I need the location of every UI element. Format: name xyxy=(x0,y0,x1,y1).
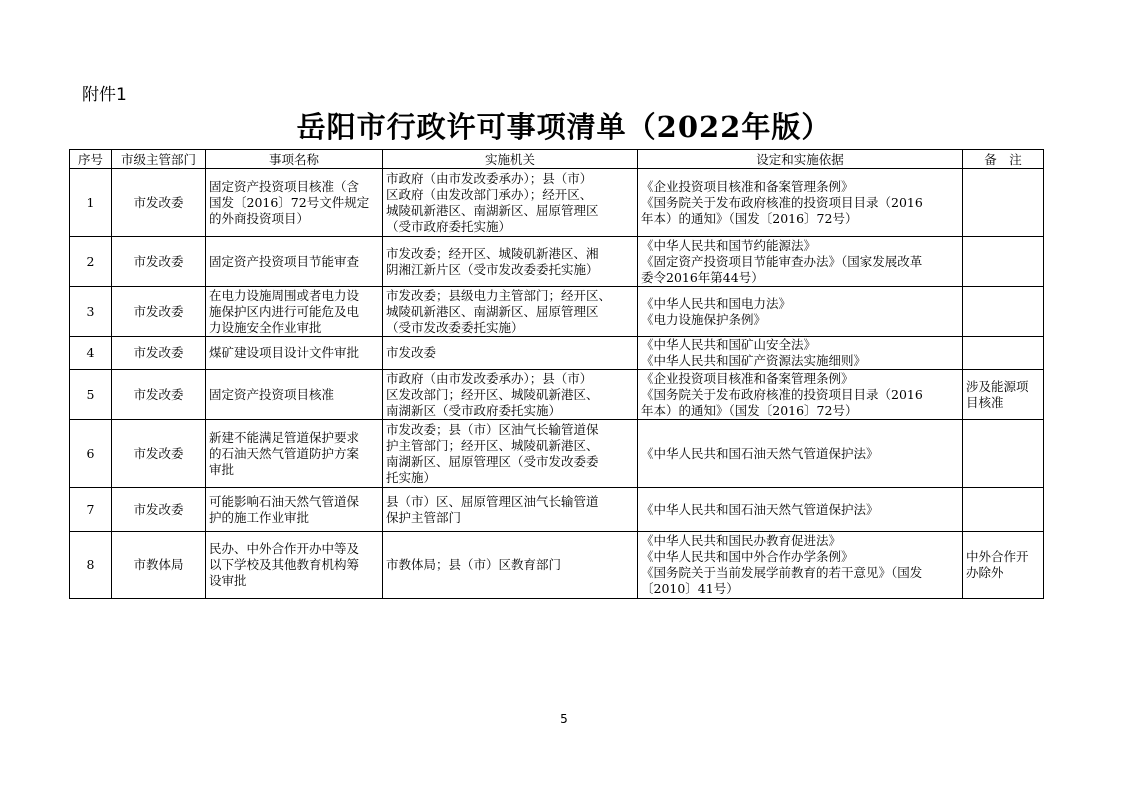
cell-item-line: 设审批 xyxy=(209,573,247,588)
document-title: 岳阳市行政许可事项清单（2022年版） xyxy=(296,110,832,144)
cell-item-line: 审批 xyxy=(209,461,235,477)
cell-agency-line: 区政府（由发改部门承办）；经开区、 xyxy=(386,186,593,202)
cell-item xyxy=(206,287,383,337)
table-row xyxy=(70,237,1044,287)
cell-item-line: 力设施安全作业审批 xyxy=(209,319,322,335)
cell-basis xyxy=(638,237,963,287)
cell-agency xyxy=(383,237,638,287)
cell-basis-line: 委令2016年第44号） xyxy=(641,269,764,285)
header-basis: 设定和实施依据 xyxy=(638,150,963,169)
table-header-row xyxy=(70,150,1044,169)
cell-basis xyxy=(638,287,963,337)
cell-note xyxy=(963,287,1044,337)
cell-agency-line: 南湖新区、屈原管理区（受市发改委委 xyxy=(386,453,599,469)
cell-basis-line: 《国务院关于当前发展学前教育的若干意见》（国发 xyxy=(641,565,923,580)
table-row xyxy=(70,169,1044,237)
header-no: 序号 xyxy=(70,150,112,169)
cell-note xyxy=(963,169,1044,237)
table-row xyxy=(70,532,1044,599)
cell-note xyxy=(963,370,1044,420)
cell-agency xyxy=(383,337,638,370)
cell-dept: 市发改委 xyxy=(112,237,206,287)
cell-item xyxy=(206,169,383,237)
cell-note xyxy=(963,420,1044,488)
cell-item xyxy=(206,237,383,287)
cell-basis-line: 《企业投资项目核准和备案管理条例》 xyxy=(641,370,854,386)
cell-item-line: 施保护区内进行可能危及电 xyxy=(209,303,360,319)
cell-agency-line: 城陵矶新港区、南湖新区、屈原管理区 xyxy=(386,303,599,319)
cell-agency xyxy=(383,420,638,488)
cell-agency-line: 市发改委；县（市）区油气长输管道保 xyxy=(386,421,599,437)
header-agency: 实施机关 xyxy=(383,150,638,169)
cell-dept: 市发改委 xyxy=(112,420,206,488)
cell-basis-line: 《固定资产投资项目节能审查办法》（国家发展改革 xyxy=(641,253,923,269)
cell-basis xyxy=(638,532,963,599)
cell-note-line: 中外合作开 xyxy=(966,549,1029,564)
header-item: 事项名称 xyxy=(206,150,383,169)
page-number: 5 xyxy=(560,712,568,726)
cell-basis-line: 《中华人民共和国电力法》 xyxy=(641,295,792,311)
cell-dept: 市发改委 xyxy=(112,370,206,420)
cell-agency-line: 城陵矶新港区、南湖新区、屈原管理区 xyxy=(386,202,599,218)
cell-item-line: 民办、中外合作开办中等及 xyxy=(209,541,360,556)
cell-basis xyxy=(638,337,963,370)
cell-item-line: 煤矿建设项目设计文件审批 xyxy=(209,345,360,360)
cell-agency-line: 区发改部门；经开区、城陵矶新港区、 xyxy=(386,386,599,402)
cell-basis xyxy=(638,420,963,488)
cell-item-line: 新建不能满足管道保护要求 xyxy=(209,429,360,445)
cell-agency-line: （受市政府委托实施） xyxy=(386,218,512,234)
cell-agency-line: 市发改委 xyxy=(386,345,437,360)
cell-note xyxy=(963,488,1044,532)
cell-basis-line: 《中华人民共和国石油天然气管道保护法》 xyxy=(641,501,879,517)
cell-note xyxy=(963,532,1044,599)
cell-basis-line: 《中华人民共和国石油天然气管道保护法》 xyxy=(641,445,879,461)
cell-agency-line: 市政府（由市发改委承办）；县（市） xyxy=(386,170,593,186)
cell-basis-line: 年本）的通知》（国发〔2016〕72号） xyxy=(641,402,858,418)
cell-basis xyxy=(638,370,963,420)
cell-basis-line: 《企业投资项目核准和备案管理条例》 xyxy=(641,178,854,194)
cell-agency-line: 托实施） xyxy=(386,469,437,485)
cell-basis-line: 《中华人民共和国矿山安全法》 xyxy=(641,337,817,352)
cell-dept: 市发改委 xyxy=(112,169,206,237)
cell-agency-line: 县（市）区、屈原管理区油气长输管道 xyxy=(386,493,599,509)
cell-agency xyxy=(383,532,638,599)
cell-item xyxy=(206,532,383,599)
cell-item-line: 固定资产投资项目核准（含 xyxy=(209,178,360,194)
header-dept: 市级主管部门 xyxy=(112,150,206,169)
cell-basis-line: 〔2010〕41号） xyxy=(641,581,739,596)
cell-agency xyxy=(383,488,638,532)
cell-basis-line: 《中华人民共和国矿产资源法实施细则》 xyxy=(641,353,867,368)
table-row xyxy=(70,488,1044,532)
cell-basis xyxy=(638,169,963,237)
cell-basis xyxy=(638,488,963,532)
cell-item-line: 固定资产投资项目核准 xyxy=(209,386,335,402)
cell-no: 4 xyxy=(70,337,112,370)
table-row xyxy=(70,337,1044,370)
cell-agency-line: 市发改委；县级电力主管部门；经开区、 xyxy=(386,287,612,303)
cell-agency-line: 市教体局；县（市）区教育部门 xyxy=(386,557,562,572)
cell-basis-line: 《中华人民共和国节约能源法》 xyxy=(641,237,817,253)
cell-item-line: 国发〔2016〕72号文件规定 xyxy=(209,194,370,210)
cell-basis-line: 《国务院关于发布政府核准的投资项目目录（2016 xyxy=(641,194,923,210)
cell-item-line: 在电力设施周围或者电力设 xyxy=(209,287,360,303)
cell-basis-line: 《国务院关于发布政府核准的投资项目目录（2016 xyxy=(641,386,923,402)
cell-agency xyxy=(383,287,638,337)
cell-no: 7 xyxy=(70,488,112,532)
cell-basis-line: 《电力设施保护条例》 xyxy=(641,311,767,327)
cell-no: 6 xyxy=(70,420,112,488)
table-row xyxy=(70,420,1044,488)
table-row xyxy=(70,370,1044,420)
cell-item-line: 的石油天然气管道防护方案 xyxy=(209,445,360,461)
cell-no: 1 xyxy=(70,169,112,237)
table-body xyxy=(70,169,1044,599)
cell-no: 2 xyxy=(70,237,112,287)
annex-label: 附件1 xyxy=(82,85,127,105)
cell-agency-line: 护主管部门；经开区、城陵矶新港区、 xyxy=(386,437,599,453)
cell-note-line: 涉及能源项 xyxy=(966,378,1029,394)
cell-agency-line: 南湖新区（受市政府委托实施） xyxy=(386,402,562,418)
cell-item-line: 的外商投资项目） xyxy=(209,210,310,226)
cell-agency-line: 市发改委；经开区、城陵矶新港区、湘 xyxy=(386,245,599,261)
cell-item-line: 固定资产投资项目节能审查 xyxy=(209,253,360,269)
cell-item xyxy=(206,420,383,488)
cell-no: 5 xyxy=(70,370,112,420)
header-note: 备 注 xyxy=(963,150,1044,169)
cell-agency-line: 市政府（由市发改委承办）；县（市） xyxy=(386,370,593,386)
table-row xyxy=(70,287,1044,337)
cell-agency-line: 阴湘江新片区（受市发改委委托实施） xyxy=(386,261,599,277)
permit-table xyxy=(69,149,1044,599)
cell-item xyxy=(206,337,383,370)
cell-basis-line: 《中华人民共和国民办教育促进法》 xyxy=(641,533,842,548)
cell-dept: 市发改委 xyxy=(112,488,206,532)
cell-basis-line: 年本）的通知》（国发〔2016〕72号） xyxy=(641,210,858,226)
cell-no: 8 xyxy=(70,532,112,599)
cell-note-line: 办除外 xyxy=(966,565,1004,580)
cell-dept: 市教体局 xyxy=(112,532,206,599)
cell-item xyxy=(206,488,383,532)
cell-note xyxy=(963,237,1044,287)
cell-agency xyxy=(383,169,638,237)
cell-agency-line: （受市发改委委托实施） xyxy=(386,319,524,335)
cell-dept: 市发改委 xyxy=(112,287,206,337)
cell-item-line: 以下学校及其他教育机构筹 xyxy=(209,557,360,572)
cell-item-line: 护的施工作业审批 xyxy=(209,509,310,525)
cell-item-line: 可能影响石油天然气管道保 xyxy=(209,493,360,509)
cell-agency xyxy=(383,370,638,420)
cell-item xyxy=(206,370,383,420)
cell-note-line: 目核准 xyxy=(966,394,1004,410)
cell-basis-line: 《中华人民共和国中外合作办学条例》 xyxy=(641,549,854,564)
cell-agency-line: 保护主管部门 xyxy=(386,509,462,525)
cell-note xyxy=(963,337,1044,370)
cell-no: 3 xyxy=(70,287,112,337)
cell-dept: 市发改委 xyxy=(112,337,206,370)
